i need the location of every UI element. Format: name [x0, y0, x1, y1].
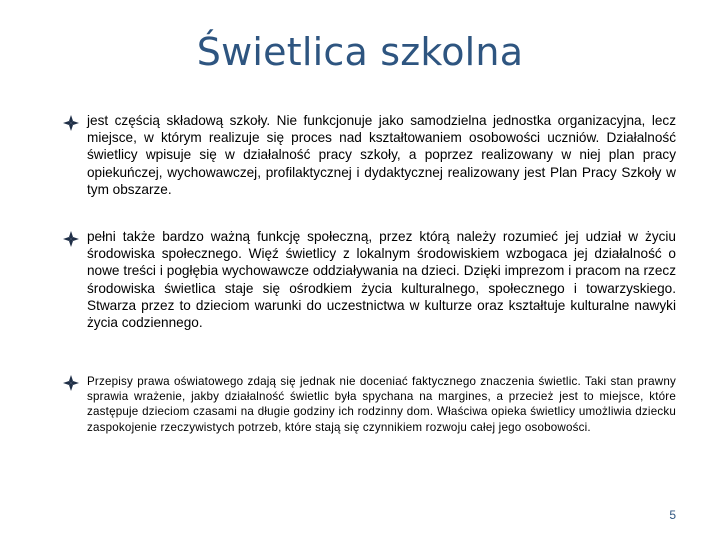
bullet-text: Przepisy prawa oświatowego zdają się jednak nie doceniać faktycznego znaczenia świetlic. Taki stan prawny sprawia wrażenie, jakby działalność świetlic była spychana na margines, a przecież jest to miejsce, które zastępuje dzieciom czasami na długie godziny ich rodzinny dom. Właściwa opieka świetlicy umożliwia dziecku zaspokojenie rzeczywistych potrzeb, które stają się czynnikiem rozwoju całej jego osobowości.: [87, 375, 676, 434]
bullet-item: [62, 374, 676, 435]
diamond-bullet-icon: [62, 374, 80, 392]
bullet-text: jest częścią składową szkoły. Nie funkcjonuje jako samodzielna jednostka organizacyjna, lecz miejsce, w którym realizuje się proces nad kształtowaniem osobowości uczniów. Działalność świetlicy wpisuje się w działalność pracy szkoły, a poprzez realizowany w niej plan pracy opiekuńczej, wychowawczej, profilaktycznej i dydaktycznej realizowany jest Plan Pracy Szkoły w tym obszarze.: [87, 113, 676, 197]
bullet-item: [62, 112, 676, 198]
bullet-item: [62, 228, 676, 331]
diamond-bullet-icon: [62, 114, 80, 132]
bullet-text: pełni także bardzo ważną funkcję społeczną, przez którą należy rozumieć jej udział w życiu środowiska społecznego. Więź świetlicy z lokalnym środowiskiem wzbogaca jej działalność o nowe treści i pogłębia wychowawcze oddziaływania na dzieci. Dzięki imprezom i pracom na rzecz środowiska świetlica staje się ośrodkiem życia kulturalnego, społecznego i towarzyskiego. Stwarza przez to dzieciom warunki do uczestnictwa w kulturze oraz kształtuje kulturalne nawyki życia codziennego.: [87, 229, 676, 331]
slide-title: Świetlica szkolna: [196, 30, 524, 74]
diamond-bullet-icon: [62, 230, 80, 248]
page-number: 5: [669, 508, 676, 522]
